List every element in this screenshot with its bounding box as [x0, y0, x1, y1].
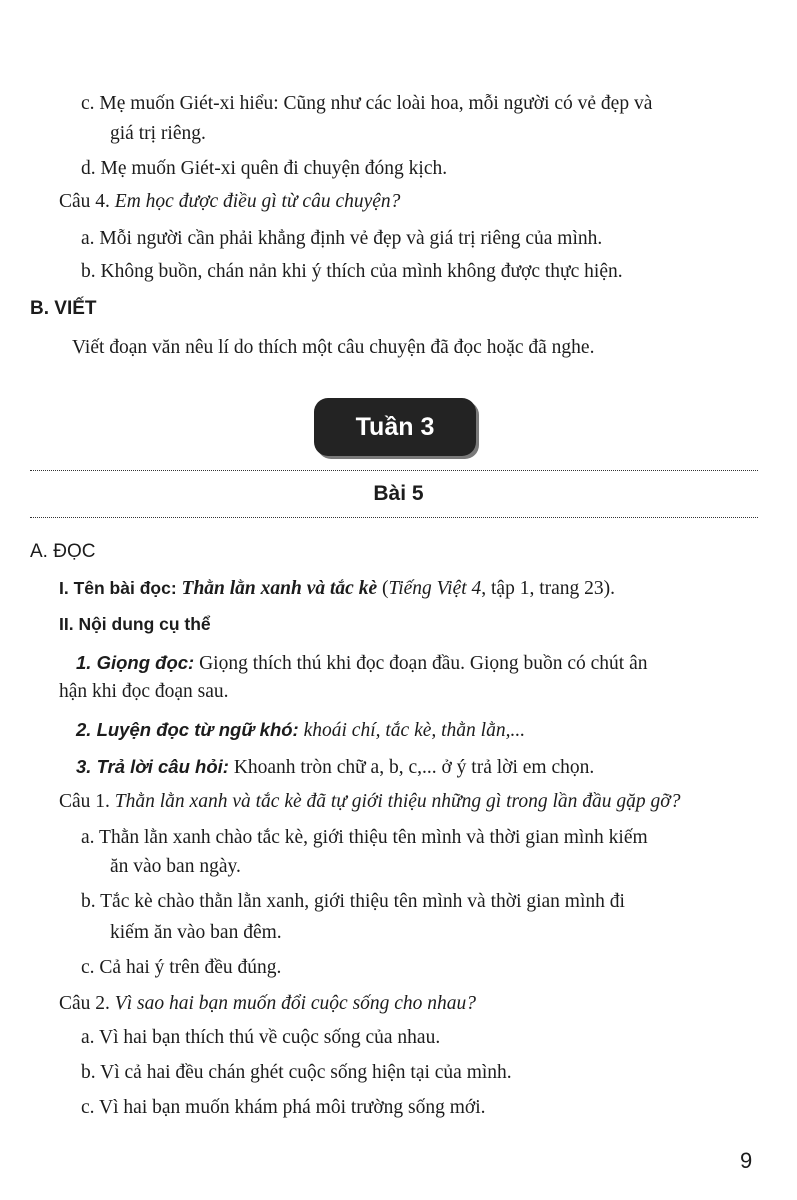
q1-option-b-line2: kiếm ăn vào ban đêm. — [110, 922, 282, 943]
reference-open: ( — [381, 578, 389, 599]
voice-text: Giọng thích thú khi đọc đoạn đầu. Giọng buồn có chút ân — [199, 653, 648, 674]
question-label: Câu 4. — [59, 191, 110, 212]
section-b-title: B. VIẾT — [30, 298, 97, 319]
reading-title-label: I. Tên bài đọc: — [59, 578, 177, 598]
page-number: 9 — [740, 1148, 753, 1173]
divider-top — [30, 470, 758, 471]
q2-option-c: c. Vì hai bạn muốn khám phá môi trường sống mới. — [81, 1097, 486, 1118]
q1-option-c: c. Cả hai ý trên đều đúng. — [81, 957, 282, 978]
answer-label: 3. Trả lời câu hỏi: — [76, 756, 229, 777]
section-b-task: Viết đoạn văn nêu lí do thích một câu chuyện đã đọc hoặc đã nghe. — [72, 337, 595, 358]
question-2 — [59, 992, 476, 1016]
reading-title: Thằn lằn xanh và tắc kè — [181, 578, 378, 599]
voice-label: 1. Giọng đọc: — [76, 652, 195, 673]
q4-option-b: b. Không buồn, chán nản khi ý thích của mình không được thực hiện. — [81, 261, 623, 282]
option-c-line2: giá trị riêng. — [110, 123, 206, 144]
question-text: Em học được điều gì từ câu chuyện? — [114, 191, 401, 212]
question-text: Thằn lằn xanh và tắc kè đã tự giới thiệu những gì trong lần đầu gặp gỡ? — [114, 791, 681, 812]
q1-option-a-line1: a. Thằn lằn xanh chào tắc kè, giới thiệu tên mình và thời gian mình kiếm — [81, 827, 648, 848]
week-badge: Tuần 3 — [314, 398, 476, 456]
question-text: Vì sao hai bạn muốn đổi cuộc sống cho nhau? — [114, 993, 477, 1014]
book-name: Tiếng Việt 4 — [388, 578, 482, 599]
question-1 — [59, 790, 680, 814]
voice-line2: hận khi đọc đoạn sau. — [59, 681, 229, 702]
q2-option-b: b. Vì cả hai đều chán ghét cuộc sống hiện tại của mình. — [81, 1062, 512, 1083]
q1-option-a-line2: ăn vào ban ngày. — [110, 856, 241, 877]
question-label: Câu 1. — [59, 791, 110, 812]
hard-words-label: 2. Luyện đọc từ ngữ khó: — [76, 719, 299, 740]
q1-option-b-line1: b. Tắc kè chào thằn lằn xanh, giới thiệu tên mình và thời gian mình đi — [81, 891, 625, 912]
lesson-title: Bài 5 — [373, 482, 424, 505]
hard-words-text: khoái chí, tắc kè, thằn lằn,... — [303, 720, 526, 741]
q4-option-a: a. Mỗi người cần phải khẳng định vẻ đẹp và giá trị riêng của mình. — [81, 228, 603, 249]
q2-option-a: a. Vì hai bạn thích thú về cuộc sống của nhau. — [81, 1027, 441, 1048]
option-c-line1: c. Mẹ muốn Giét-xi hiểu: Cũng như các loài hoa, mỗi người có vẻ đẹp và — [81, 93, 653, 114]
answer-instruction-line — [76, 755, 594, 780]
voice-line1 — [76, 651, 648, 676]
hard-words-line — [76, 718, 525, 743]
content-heading: II. Nội dung cụ thể — [59, 614, 211, 634]
reference-rest: , tập 1, trang 23). — [481, 578, 616, 599]
answer-text: Khoanh tròn chữ a, b, c,... ở ý trả lời em chọn. — [233, 757, 595, 778]
question-4 — [59, 190, 400, 214]
section-a-title: A. ĐỌC — [30, 541, 96, 562]
option-d: d. Mẹ muốn Giét-xi quên đi chuyện đóng kịch. — [81, 158, 448, 179]
reading-title-line — [59, 576, 615, 601]
divider-bottom — [30, 517, 758, 518]
question-label: Câu 2. — [59, 993, 110, 1014]
